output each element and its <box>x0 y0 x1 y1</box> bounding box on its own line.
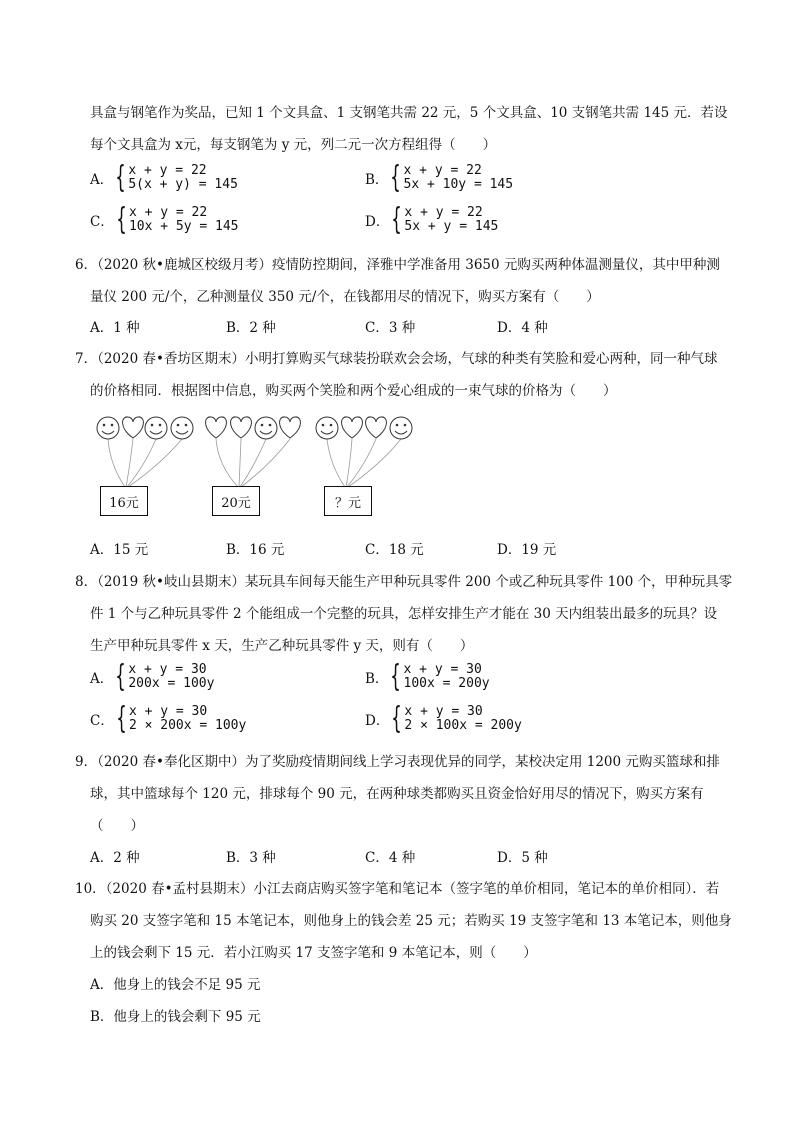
left-brace-icon: { <box>115 659 127 694</box>
balloon-figure <box>90 410 420 520</box>
equation-system: x + y = 30 200x = 100y <box>128 662 215 691</box>
left-brace-icon: { <box>391 202 403 237</box>
option-label: B． <box>365 172 389 188</box>
q8-option-b[interactable] <box>365 659 490 694</box>
q5-option-b[interactable] <box>365 160 514 195</box>
left-brace-icon: { <box>390 160 402 195</box>
left-brace-icon: { <box>391 701 403 736</box>
left-brace-icon: { <box>115 160 127 195</box>
q8-text-line3: 生产甲种玩具零件 x 天，生产乙种玩具零件 y 天，则有（ ） <box>90 638 474 654</box>
equation-system: x + y = 22 5x + 10y = 145 <box>403 163 514 192</box>
equation-system: x + y = 30 2 × 100x = 200y <box>404 704 522 733</box>
equation-system: x + y = 22 10x + 5y = 145 <box>128 205 239 234</box>
q5-text-line1: 具盒与钢笔作为奖品，已知 1 个文具盒、1 支钢笔共需 22 元，5 个文具盒、10 支钢笔共需 145 元．若设 <box>90 105 728 121</box>
q7-text-line1: 7．（2020 春•香坊区期末）小明打算购买气球装扮联欢会会场，气球的种类有笑脸和爱心两种，同一种气球 <box>75 351 718 367</box>
q10-text-line1: 10．（2020 春•孟村县期末）小江去商店购买签字笔和笔记本（签字笔的单价相同，笔记本的单价相同）．若 <box>75 881 720 897</box>
equation-system: x + y = 22 5(x + y) = 145 <box>128 163 238 192</box>
q7-option-b[interactable]: B．16 元 <box>226 542 285 558</box>
option-label: D． <box>365 713 390 729</box>
q10-text-line2: 购买 20 支签字笔和 15 本笔记本，则他身上的钱会差 25 元；若购买 19 支签字笔和 13 本笔记本，则他身 <box>90 913 732 929</box>
left-brace-icon: { <box>390 659 402 694</box>
q8-option-c[interactable] <box>90 701 247 736</box>
q6-text-line2: 量仪 200 元/个，乙种测量仪 350 元/个，在钱都用尽的情况下，购买方案有（ ） <box>90 289 600 305</box>
q9-option-b[interactable]: B．3 种 <box>226 850 276 866</box>
q8-option-a[interactable] <box>90 659 215 694</box>
q9-text-line2: 球，其中篮球每个 120 元，排球每个 90 元，在两种球类都购买且资金恰好用尽的情况下，购买方案有 <box>90 786 704 802</box>
q10-option-b[interactable]: B．他身上的钱会剩下 95 元 <box>90 1009 261 1025</box>
q6-option-a[interactable]: A．1 种 <box>90 320 140 336</box>
q5-option-c[interactable] <box>90 202 239 237</box>
left-brace-icon: { <box>116 701 127 736</box>
equation-system: x + y = 30 100x = 200y <box>403 662 490 691</box>
q10-option-a[interactable]: A．他身上的钱会不足 95 元 <box>90 977 261 993</box>
q8-text-line1: 8．（2019 秋•岐山县期末）某玩具车间每天能生产甲种玩具零件 200 个或乙种玩具零件 100 个，甲种玩具零 <box>75 574 733 590</box>
q6-option-d[interactable]: D．4 种 <box>497 320 548 336</box>
q8-text-line2: 件 1 个与乙种玩具零件 2 个能组成一个完整的玩具，怎样安排生产才能在 30 天内组装出最多的玩具？设 <box>90 606 718 622</box>
q6-text-line1: 6．（2020 秋•鹿城区校级月考）疫情防控期间，泽雅中学准备用 3650 元购买两种体温测量仪，其中甲种测 <box>75 257 720 273</box>
option-label: D． <box>365 214 390 230</box>
q5-text-line2: 每个文具盒为 x元，每支钢笔为 y 元，列二元一次方程组得（ ） <box>90 137 497 153</box>
q7-text-line2: 的价格相同．根据图中信息，购买两个笑脸和两个爱心组成的一束气球的价格为（ ） <box>90 383 617 399</box>
q6-option-c[interactable]: C．3 种 <box>365 320 416 336</box>
balloon-bunch-1 <box>108 439 182 487</box>
q9-option-a[interactable]: A．2 种 <box>90 850 140 866</box>
q7-option-c[interactable]: C．18 元 <box>365 542 424 558</box>
price-box-3: ？元 <box>324 486 372 516</box>
q9-text-line3: （ ） <box>90 818 144 834</box>
q7-option-d[interactable]: D．19 元 <box>497 542 557 558</box>
equation-system: x + y = 30 2 × 200x = 100y <box>128 704 247 733</box>
price-box-1: 16元 <box>100 486 148 516</box>
q5-option-d[interactable] <box>365 202 499 237</box>
option-label: A． <box>90 172 114 188</box>
option-label: A． <box>90 671 114 687</box>
q6-option-b[interactable]: B．2 种 <box>226 320 276 336</box>
q10-text-line3: 上的钱会剩下 15 元．若小江购买 17 支签字笔和 9 本笔记本，则（ ） <box>90 945 537 961</box>
left-brace-icon: { <box>116 202 127 237</box>
option-label: C． <box>90 214 114 230</box>
q9-text-line1: 9．（2020 春•奉化区期中）为了奖励疫情期间线上学习表现优异的同学，某校决定用 1200 元购买篮球和排 <box>75 754 720 770</box>
balloon-bunch-2 <box>216 439 290 487</box>
price-box-2: 20元 <box>212 486 260 516</box>
q5-option-a[interactable] <box>90 160 238 195</box>
q9-option-d[interactable]: D．5 种 <box>497 850 548 866</box>
q9-option-c[interactable]: C．4 种 <box>365 850 416 866</box>
option-label: B． <box>365 671 389 687</box>
q7-option-a[interactable]: A．15 元 <box>90 542 149 558</box>
option-label: C． <box>90 713 114 729</box>
equation-system: x + y = 22 5x + y = 145 <box>404 205 499 234</box>
q8-option-d[interactable] <box>365 701 522 736</box>
balloon-bunch-3 <box>327 439 401 487</box>
